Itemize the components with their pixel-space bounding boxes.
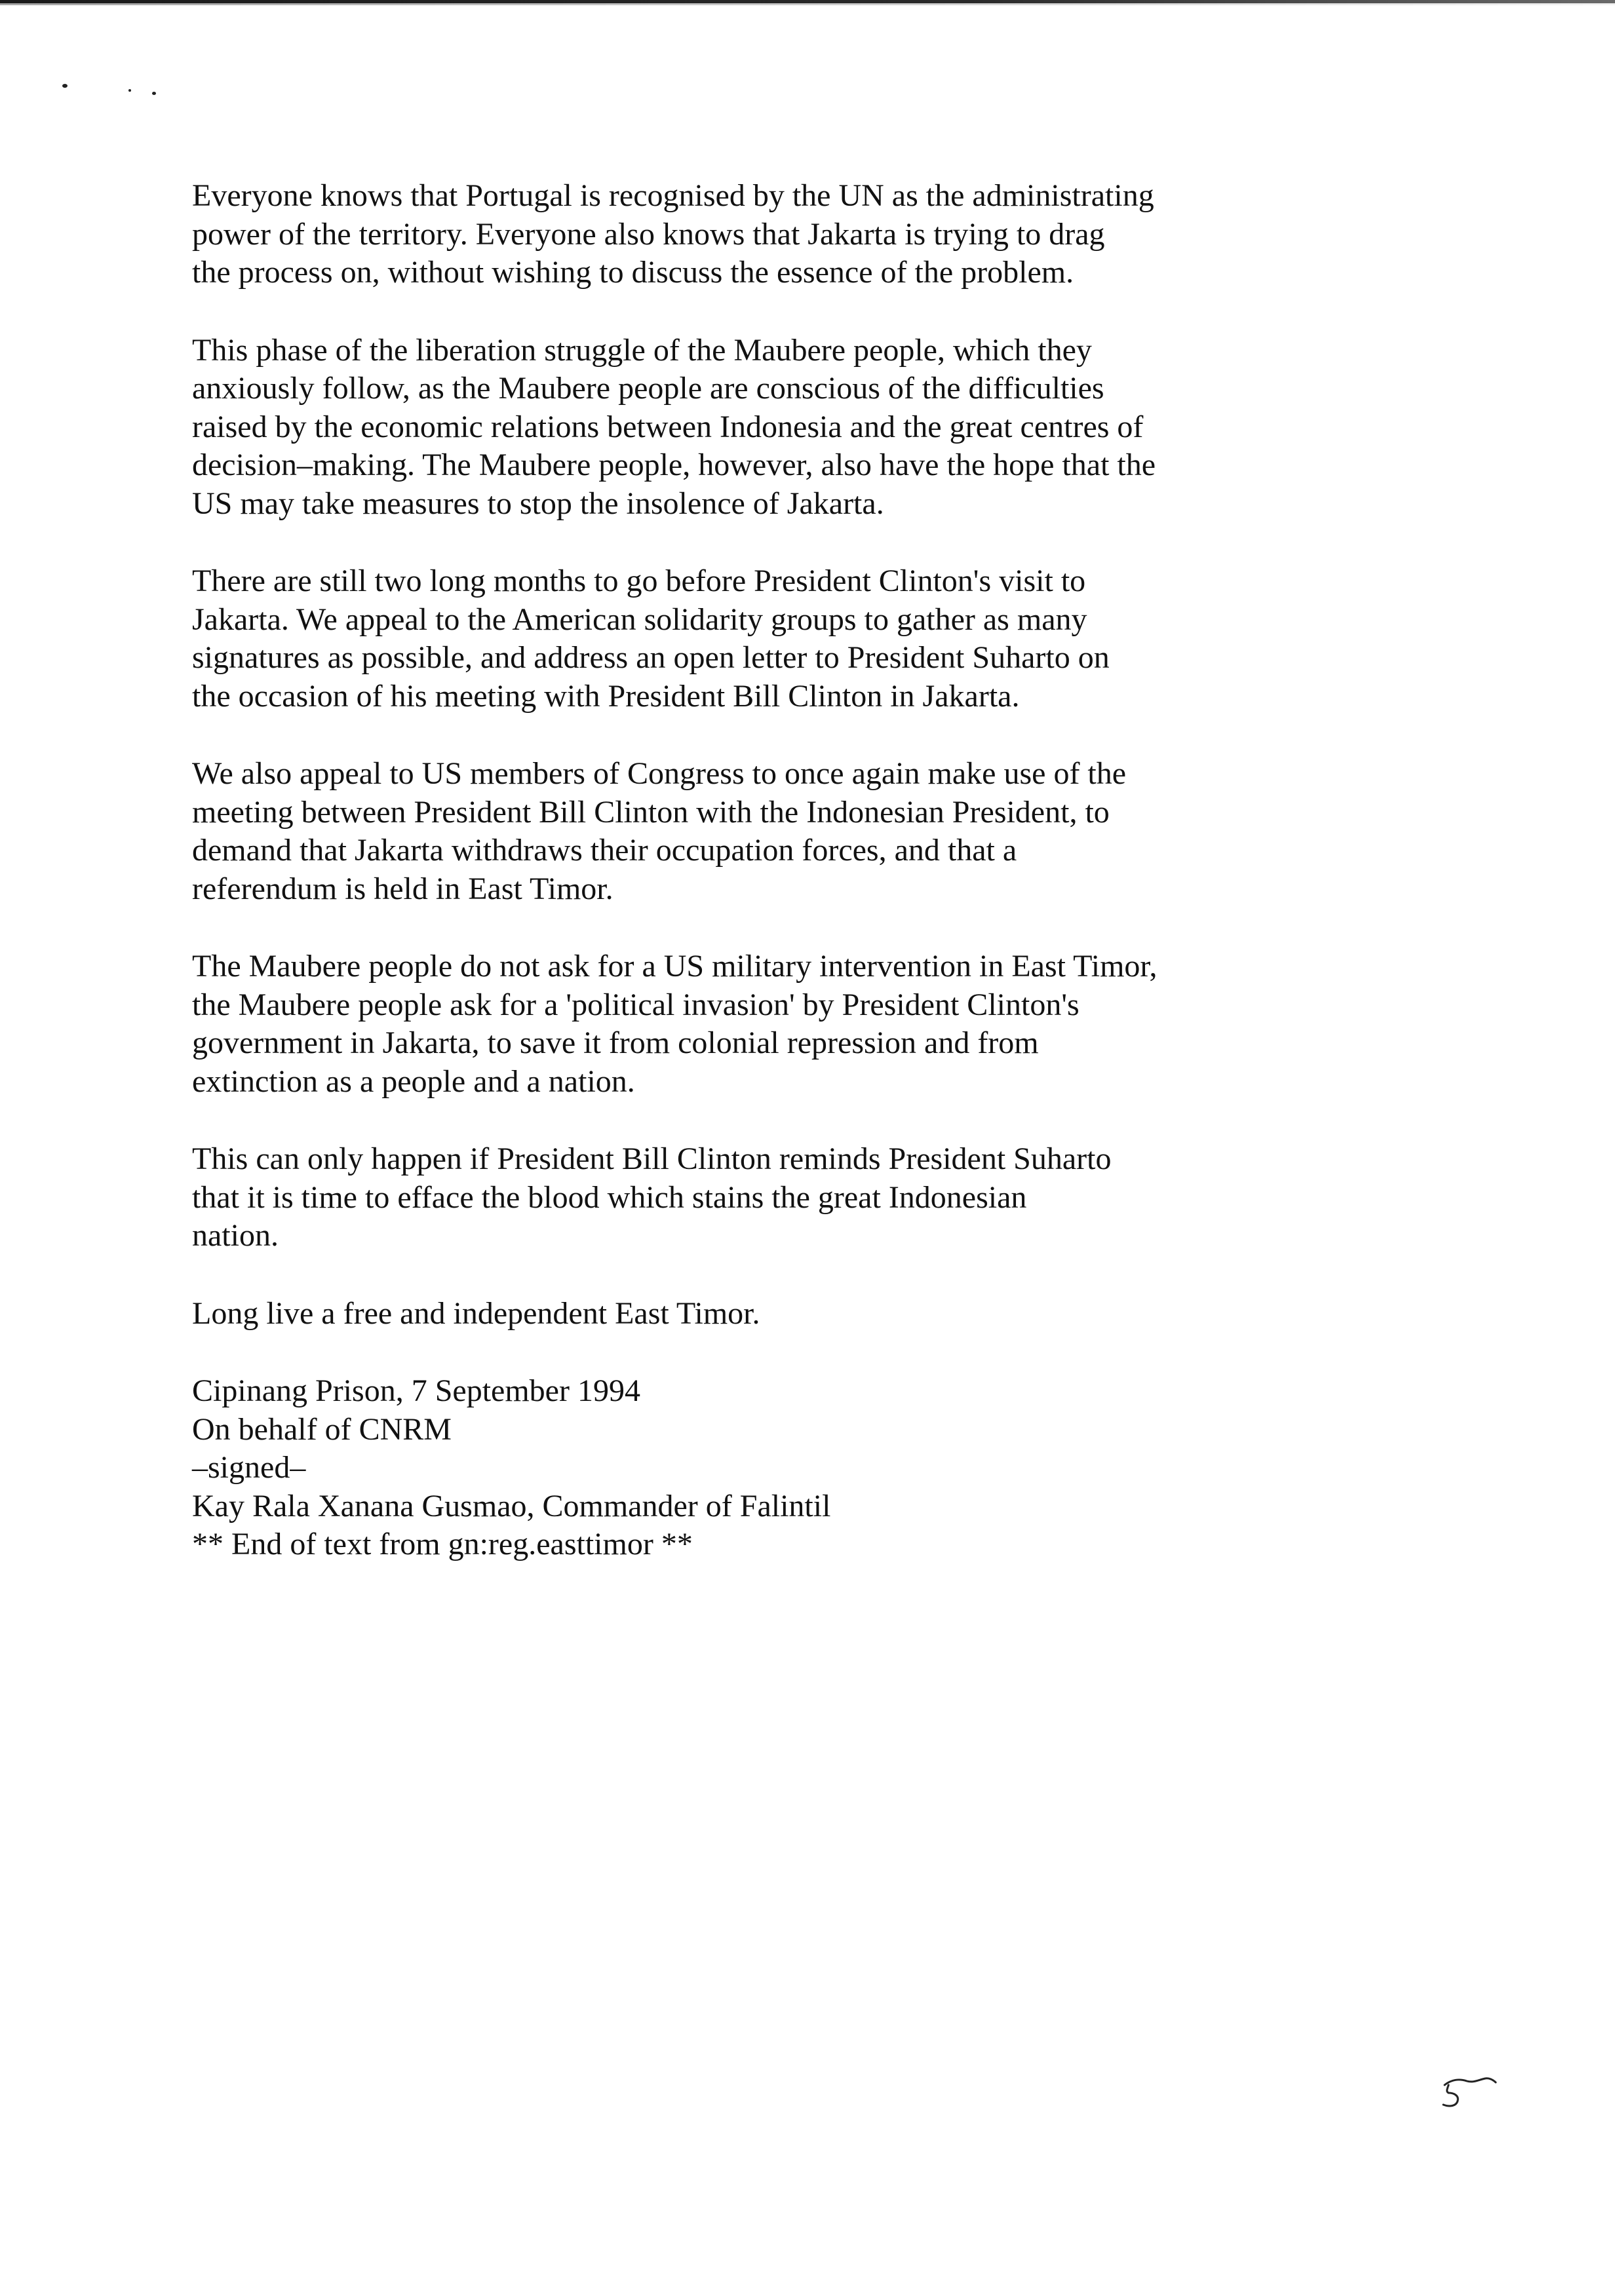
closing-line bbox=[192, 1295, 1306, 1333]
text-line: We also appeal to US members of Congress to once again make use of the bbox=[192, 756, 1127, 791]
text-line: that it is time to efface the blood which stains the great Indonesian bbox=[192, 1179, 1027, 1215]
on-behalf-of: On behalf of CNRM bbox=[192, 1411, 452, 1447]
scan-top-edge-shadow bbox=[0, 3, 1615, 5]
text-line: raised by the economic relations between Indonesia and the great centres of bbox=[192, 409, 1144, 444]
text-line: extinction as a people and a nation. bbox=[192, 1063, 635, 1099]
paragraph bbox=[192, 755, 1306, 908]
text-line: Long live a free and independent East Timor. bbox=[192, 1295, 760, 1331]
text-line: demand that Jakarta withdraws their occupation forces, and that a bbox=[192, 833, 1017, 868]
paragraph bbox=[192, 177, 1306, 292]
text-line: There are still two long months to go before President Clinton's visit to bbox=[192, 564, 1086, 598]
text-line: the Maubere people ask for a 'political invasion' by President Clinton's bbox=[192, 987, 1080, 1022]
signatory: Kay Rala Xanana Gusmao, Commander of Falintil bbox=[192, 1488, 831, 1523]
text-line: This phase of the liberation struggle of the Maubere people, which they bbox=[192, 332, 1092, 368]
text-line: decision–making. The Maubere people, however, also have the hope that the bbox=[192, 448, 1156, 482]
signoff-block bbox=[192, 1372, 1306, 1564]
text-line: the process on, without wishing to discuss the essence of the problem. bbox=[192, 255, 1074, 290]
text-line: Everyone knows that Portugal is recognised by the UN as the administrating bbox=[192, 178, 1154, 213]
text-line: government in Jakarta, to save it from colonial repression and from bbox=[192, 1025, 1039, 1060]
signed-marker: –signed– bbox=[192, 1450, 306, 1485]
text-line: power of the territory. Everyone also knows that Jakarta is trying to drag bbox=[192, 216, 1105, 252]
text-line: The Maubere people do not ask for a US military intervention in East Timor, bbox=[192, 949, 1158, 984]
text-line: the occasion of his meeting with President Bill Clinton in Jakarta. bbox=[192, 678, 1020, 714]
paragraph bbox=[192, 947, 1306, 1101]
scan-speck bbox=[128, 89, 131, 92]
text-line: meeting between President Bill Clinton with the Indonesian President, to bbox=[192, 794, 1110, 830]
text-line: nation. bbox=[192, 1218, 279, 1253]
letter-body bbox=[192, 177, 1306, 1603]
handwritten-page-number bbox=[1437, 2071, 1509, 2110]
text-line: referendum is held in East Timor. bbox=[192, 871, 613, 906]
paragraph bbox=[192, 332, 1306, 524]
scan-speck bbox=[62, 84, 68, 88]
text-line: This can only happen if President Bill Clinton reminds President Suharto bbox=[192, 1141, 1112, 1176]
scan-speck bbox=[152, 92, 156, 95]
place-date: Cipinang Prison, 7 September 1994 bbox=[192, 1373, 640, 1408]
text-line: US may take measures to stop the insolence of Jakarta. bbox=[192, 486, 884, 521]
text-line: signatures as possible, and address an open letter to President Suharto on bbox=[192, 640, 1110, 675]
text-line: Jakarta. We appeal to the American solidarity groups to gather as many bbox=[192, 602, 1087, 637]
text-line: anxiously follow, as the Maubere people are conscious of the difficulties bbox=[192, 371, 1104, 406]
end-of-text-marker: ** End of text from gn:reg.easttimor ** bbox=[192, 1527, 693, 1561]
paragraph bbox=[192, 562, 1306, 716]
paragraph bbox=[192, 1140, 1306, 1255]
handwritten-page-number-glyph bbox=[1437, 2071, 1509, 2110]
